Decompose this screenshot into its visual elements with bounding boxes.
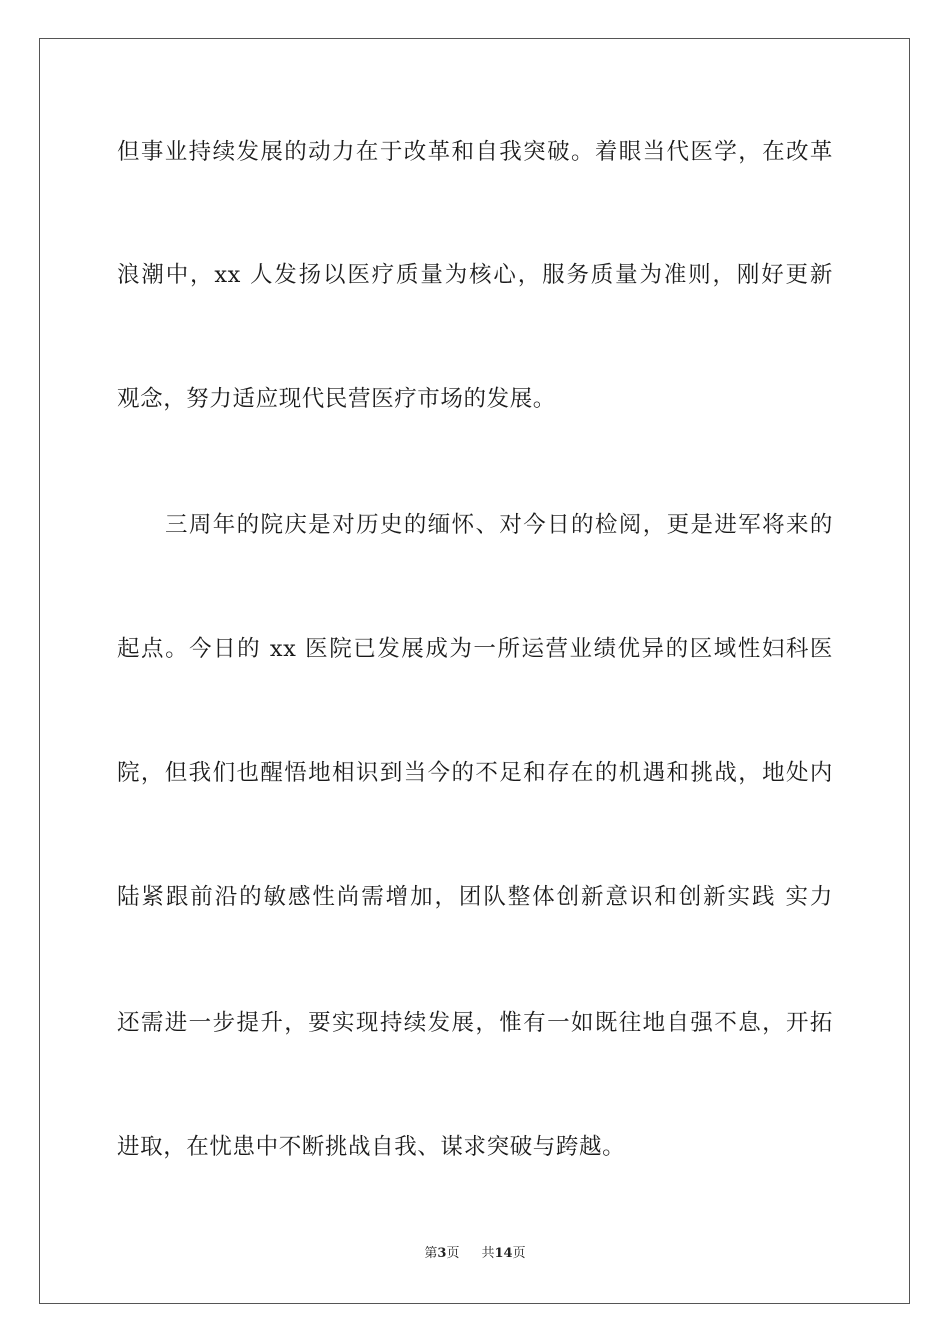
- page-suffix: 页: [446, 1246, 460, 1261]
- text-line-6: 院，但我们也醒悟地相识到当今的不足和存在的机遇和挑战，地处内: [117, 760, 833, 786]
- text-line-1: 但事业持续发展的动力在于改革和自我突破。着眼当代医学，在改革: [117, 139, 833, 165]
- page-prefix: 第: [424, 1246, 438, 1261]
- text-line-2: 浪潮中，xx 人发扬以医疗质量为核心，服务质量为准则，刚好更新: [117, 262, 833, 288]
- page-total: 14: [494, 1246, 513, 1261]
- text-line-4: 三周年的院庆是对历史的缅怀、对今日的检阅，更是进军将来的: [165, 512, 833, 538]
- text-line-7: 陆紧跟前沿的敏感性尚需增加，团队整体创新意识和创新实践 实力: [117, 884, 833, 910]
- text-line-3: 观念，努力适应现代民营医疗市场的发展。: [117, 386, 556, 412]
- text-line-8: 还需进一步提升，要实现持续发展，惟有一如既往地自强不息，开拓: [117, 1010, 833, 1036]
- text-line-5: 起点。今日的 xx 医院已发展成为一所运营业绩优异的区域性妇科医: [117, 636, 833, 662]
- total-prefix: 共: [481, 1246, 495, 1261]
- page-current: 3: [437, 1246, 447, 1261]
- total-suffix: 页: [512, 1246, 526, 1261]
- page-footer: [0, 1245, 950, 1263]
- text-line-9: 进取，在忧患中不断挑战自我、谋求突破与跨越。: [117, 1134, 626, 1160]
- page-border: [39, 38, 910, 1304]
